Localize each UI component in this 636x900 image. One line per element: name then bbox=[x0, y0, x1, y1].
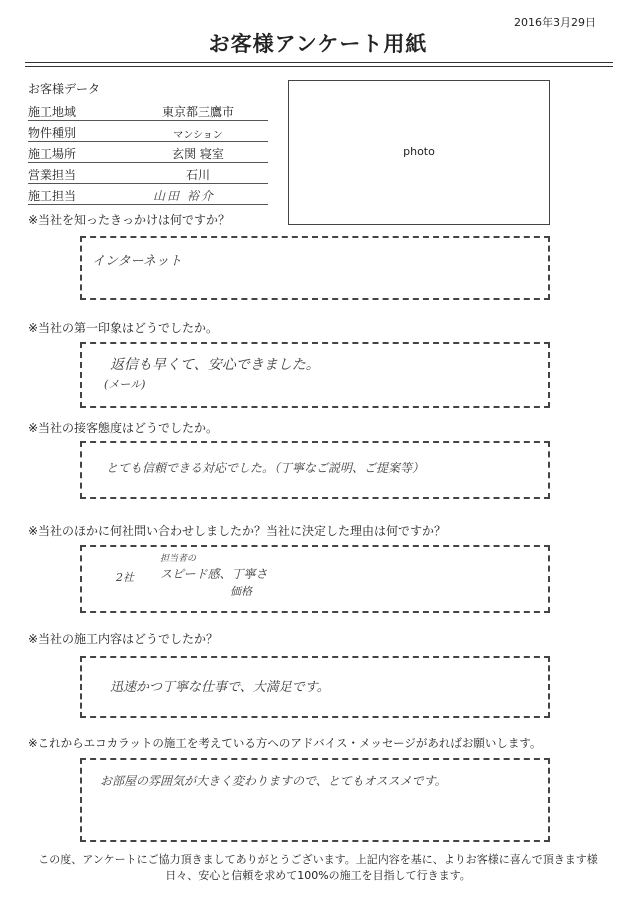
answer-2-line-2: (メール) bbox=[104, 378, 146, 391]
row-value-handwritten: 山田 裕介 bbox=[108, 184, 268, 205]
page-title: お客様アンケート用紙 bbox=[208, 32, 428, 56]
question-1-label: ※当社を知ったきっかけは何ですか？ bbox=[28, 213, 231, 227]
customer-row-property-type bbox=[28, 121, 268, 142]
photo-label: photo bbox=[403, 145, 435, 158]
answer-4-line-4: 価格 bbox=[230, 585, 252, 598]
answer-3-line-1: とても信頼できる対応でした。（丁寧なご説明、ご提案等） bbox=[106, 461, 425, 475]
customer-row-installer bbox=[28, 184, 268, 205]
answer-1-line-1: インターネット bbox=[92, 254, 182, 269]
customer-data-heading: お客様データ bbox=[28, 82, 101, 96]
footer-message bbox=[0, 852, 636, 884]
footer-line-2: 日々、安心と信頼を求めて100%の施工を目指して行きます。 bbox=[165, 869, 471, 882]
photo-placeholder bbox=[288, 80, 550, 225]
row-label: 営業担当 bbox=[28, 163, 108, 184]
question-4-label: ※当社のほかに何社問い合わせしましたか？当社に決定した理由は何ですか？ bbox=[28, 524, 447, 538]
row-value: 玄関 寝室 bbox=[108, 142, 268, 163]
customer-row-location bbox=[28, 142, 268, 163]
row-label: 施工担当 bbox=[28, 184, 108, 205]
row-label: 物件種別 bbox=[28, 121, 108, 142]
answer-5-line-1: 迅速かつ丁寧な仕事で、大満足です。 bbox=[110, 680, 330, 695]
title-divider-secondary bbox=[25, 66, 613, 67]
customer-row-area bbox=[28, 100, 268, 121]
question-5-answer-box bbox=[80, 656, 550, 718]
question-4-answer-box bbox=[80, 545, 550, 613]
answer-4-line-3: スピード感、丁寧さ bbox=[160, 567, 268, 581]
answer-2-line-1: 返信も早くて、安心できました。 bbox=[110, 357, 320, 373]
question-2-answer-box bbox=[80, 342, 550, 408]
question-5-label: ※当社の施工内容はどうでしたか？ bbox=[28, 632, 219, 646]
question-3-label: ※当社の接客態度はどうでしたか。 bbox=[28, 421, 219, 435]
answer-6-line-1: お部屋の雰囲気が大きく変わりますので、とてもオススメです。 bbox=[100, 774, 447, 788]
question-1-answer-box bbox=[80, 236, 550, 300]
question-2-label: ※当社の第一印象はどうでしたか。 bbox=[28, 321, 219, 335]
row-value: 石川 bbox=[108, 163, 268, 184]
row-label: 施工場所 bbox=[28, 142, 108, 163]
title-divider bbox=[25, 62, 613, 63]
question-6-label: ※これからエコカラットの施工を考えている方へのアドバイス・メッセージがあればお願いします。 bbox=[28, 736, 542, 750]
row-value: 東京都三鷹市 bbox=[108, 100, 268, 121]
answer-4-line-1: 2社 bbox=[116, 571, 134, 584]
footer-line-1: この度、アンケートにご協力頂きましてありがとうございます。上記内容を基に、よりお客様に喜んで頂きます様 bbox=[38, 853, 598, 866]
survey-date: 2016年3月29日 bbox=[514, 16, 596, 29]
customer-row-sales-rep bbox=[28, 163, 268, 184]
question-3-answer-box bbox=[80, 441, 550, 499]
customer-data-table bbox=[28, 100, 268, 205]
question-6-answer-box bbox=[80, 758, 550, 842]
answer-4-line-2: 担当者の bbox=[160, 554, 197, 564]
row-value: マンション bbox=[108, 121, 268, 142]
row-label: 施工地域 bbox=[28, 100, 108, 121]
